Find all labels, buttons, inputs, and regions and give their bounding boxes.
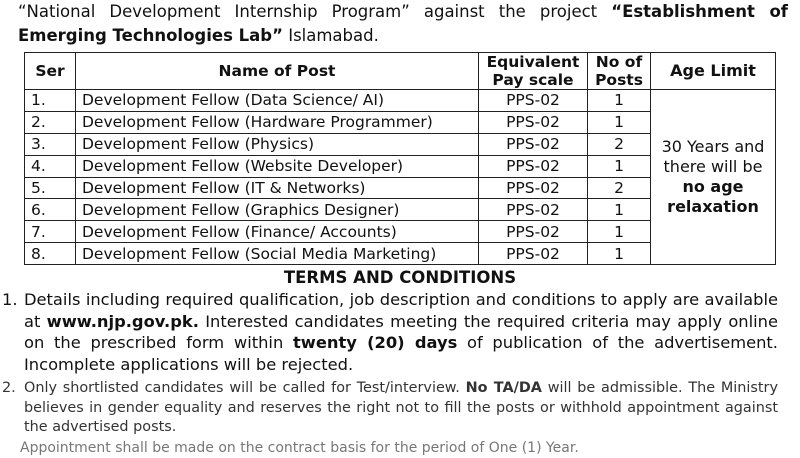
cell-pay-scale: PPS-02	[479, 133, 588, 155]
header-no-of-posts: No of Posts	[588, 53, 651, 90]
intro-text: “National Development Internship Program” against the project	[18, 2, 612, 21]
cell-pay-scale: PPS-02	[479, 199, 588, 221]
table-row	[25, 90, 776, 112]
cell-ser: 5.	[25, 177, 76, 199]
header-pay-scale: Equivalent Pay scale	[479, 53, 588, 90]
term-text: Details including required qualification, job description and conditions to apply are available at www.njp.gov.pk. Interested candidates meeting the required criteria may apply online on the prescribed form within twenty (20) days of publication of the advertisement. Incomplete applications will be rejected.	[24, 290, 778, 374]
intro-line-2	[18, 24, 788, 48]
project-name-part-2: Emerging Technologies Lab”	[18, 26, 283, 45]
cell-no-of-posts: 2	[588, 177, 651, 199]
cell-ser: 3.	[25, 133, 76, 155]
cell-age-limit: 30 Years and there will be no age relaxation	[651, 90, 776, 265]
cell-ser: 6.	[25, 199, 76, 221]
cell-pay-scale: PPS-02	[479, 243, 588, 265]
cell-no-of-posts: 1	[588, 243, 651, 265]
cell-ser: 4.	[25, 155, 76, 177]
cell-no-of-posts: 2	[588, 133, 651, 155]
cell-post-name: Development Fellow (Finance/ Accounts)	[76, 221, 479, 243]
cell-post-name: Development Fellow (Data Science/ AI)	[76, 90, 479, 112]
cell-pay-scale: PPS-02	[479, 111, 588, 133]
cell-no-of-posts: 1	[588, 111, 651, 133]
cell-ser: 7.	[25, 221, 76, 243]
cell-post-name: Development Fellow (Graphics Designer)	[76, 199, 479, 221]
cell-post-name: Development Fellow (Website Developer)	[76, 155, 479, 177]
intro-location: Islamabad.	[282, 26, 379, 45]
deadline-text: twenty (20) days	[293, 333, 458, 352]
project-name-part-1: “Establishment of	[611, 2, 788, 21]
terms-heading: TERMS AND CONDITIONS	[283, 268, 517, 287]
cell-pay-scale: PPS-02	[479, 90, 588, 112]
term-item-2	[2, 379, 778, 438]
cell-no-of-posts: 1	[588, 155, 651, 177]
intro-paragraph	[18, 0, 788, 48]
cell-ser: 2.	[25, 111, 76, 133]
cell-ser: 8.	[25, 243, 76, 265]
term-number: 2.	[2, 380, 16, 396]
cell-post-name: Development Fellow (IT & Networks)	[76, 177, 479, 199]
cell-pay-scale: PPS-02	[479, 177, 588, 199]
header-ser: Ser	[25, 53, 76, 90]
cell-no-of-posts: 1	[588, 199, 651, 221]
term-number: 1.	[2, 290, 18, 309]
term-text: Only shortlisted candidates will be called for Test/interview. No TA/DA will be admissible. The Ministry believes in gender equality and reserves the right not to fill the posts or withhold appointment against the advertised posts.	[24, 380, 778, 435]
cell-no-of-posts: 1	[588, 90, 651, 112]
posts-table	[24, 52, 776, 265]
header-age-limit: Age Limit	[651, 53, 776, 90]
cell-post-name: Development Fellow (Physics)	[76, 133, 479, 155]
table-header-row	[25, 53, 776, 90]
cell-ser: 1.	[25, 90, 76, 112]
term-item-3-partial: Appointment shall be made on the contract basis for the period of One (1) Year.	[20, 440, 579, 456]
cell-no-of-posts: 1	[588, 221, 651, 243]
cell-post-name: Development Fellow (Hardware Programmer)	[76, 111, 479, 133]
intro-line-1	[18, 0, 788, 24]
term-item-1	[2, 289, 778, 375]
cell-pay-scale: PPS-02	[479, 155, 588, 177]
website-link[interactable]: www.njp.gov.pk.	[46, 311, 199, 331]
cell-post-name: Development Fellow (Social Media Marketing)	[76, 243, 479, 265]
no-ta-da-text: No TA/DA	[465, 380, 542, 396]
header-name-of-post: Name of Post	[76, 53, 479, 90]
cell-pay-scale: PPS-02	[479, 221, 588, 243]
